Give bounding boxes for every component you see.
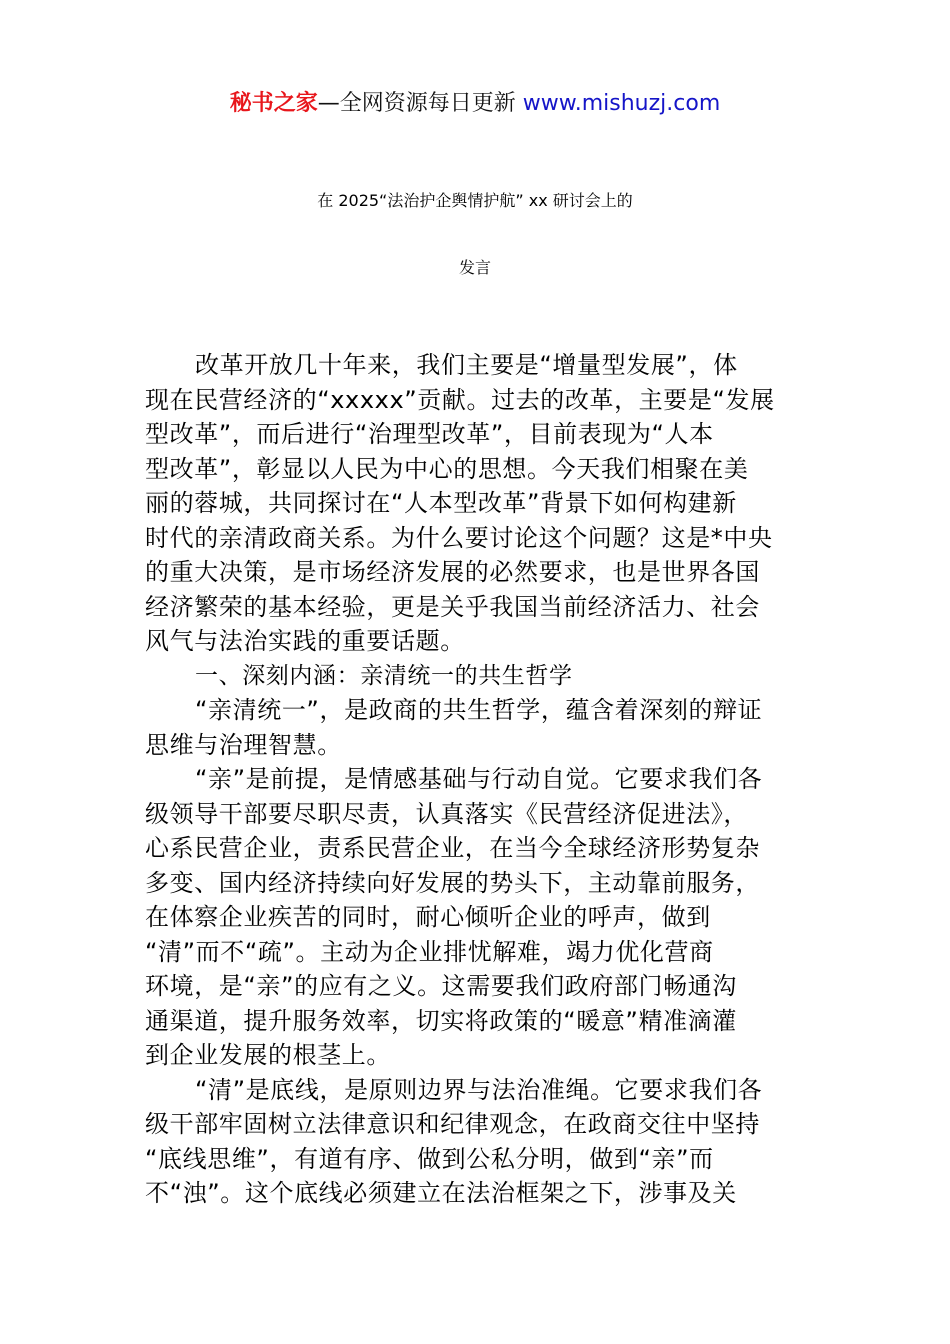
paragraph-line: “清”是底线，是原则边界与法治准绳。它要求我们各: [195, 1075, 763, 1104]
paragraph-line: “清”而不“疏”。主动为企业排忧解难，竭力优化营商: [145, 937, 714, 966]
paragraph-line: “亲”是前提，是情感基础与行动自觉。它要求我们各: [195, 765, 763, 793]
brand-name: 秘书之家: [229, 91, 318, 116]
paragraph-line: “底线思维”，有道有序、做到公私分明，做到“亲”而: [145, 1144, 714, 1173]
paragraph-line: 现在民营经济的“xxxxx”贡献。过去的改革，主要是“发展: [145, 385, 775, 414]
paragraph-line: 环境，是“亲”的应有之义。这需要我们政府部门畅通沟: [145, 972, 737, 1000]
section-heading: 一、深刻内涵：亲清统一的共生哲学: [195, 662, 573, 689]
paragraph-line: 型改革”，彰显以人民为中心的思想。今天我们相聚在美: [145, 454, 749, 483]
paragraph-line: 经济繁荣的基本经验，更是关乎我国当前经济活力、社会: [145, 592, 760, 621]
paragraph-line: 级领导干部要尽职尽责，认真落实《民营经济促进法》，: [145, 799, 748, 828]
paragraph-line: 在体察企业疾苦的同时，耐心倾听企业的呼声，做到: [145, 903, 711, 931]
paragraph-line: 不“浊”。这个底线必须建立在法治框架之下，涉事及关: [145, 1179, 737, 1207]
paragraph-line: 级干部牢固树立法律意识和纪律观念，在政商交往中坚持: [145, 1110, 760, 1138]
paragraph-line: 的重大决策，是市场经济发展的必然要求，也是世界各国: [145, 558, 760, 586]
paragraph-line: 心系民营企业，责系民营企业，在当今全球经济形势复杂: [145, 834, 760, 862]
document-body: [145, 348, 815, 1211]
document-title-line-1: 在 2025“法治护企舆情护航” xx 研讨会上的: [317, 191, 633, 210]
site-link[interactable]: www.mishuzj.com: [522, 91, 721, 116]
paragraph-line: 时代的亲清政商关系。为什么要讨论这个问题？这是*中央: [145, 523, 773, 552]
paragraph-line: “亲清统一”，是政商的共生哲学，蕴含着深刻的辩证: [195, 696, 763, 724]
paragraph-line: 改革开放几十年来，我们主要是“增量型发展”，体: [195, 351, 738, 379]
site-banner: [0, 88, 950, 120]
paragraph-line: 多变、国内经济持续向好发展的势头下，主动靠前服务，: [145, 868, 760, 897]
paragraph-line: 丽的蓉城，共同探讨在“人本型改革”背景下如何构建新: [145, 489, 737, 517]
paragraph-line: 风气与法治实践的重要话题。: [145, 627, 465, 655]
paragraph-line: 型改革”，而后进行“治理型改革”，目前表现为“人本: [145, 420, 714, 448]
document-title-line-2: 发言: [458, 258, 491, 277]
banner-slogan: —全网资源每日更新: [317, 91, 516, 116]
paragraph-line: 通渠道，提升服务效率，切实将政策的“暖意”精准滴灌: [145, 1006, 737, 1035]
paragraph-line: 思维与治理智慧。: [145, 730, 342, 759]
paragraph-line: 到企业发展的根茎上。: [145, 1041, 391, 1069]
